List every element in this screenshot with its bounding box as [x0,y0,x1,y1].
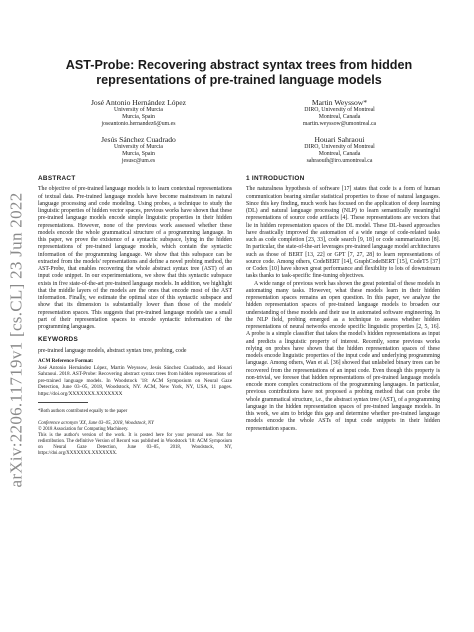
author-email: sahraouih@iro.umontreal.ca [306,158,373,165]
keywords-text: pre-trained language models, abstract syntax tree, probing, code [38,347,187,354]
author-name: Martin Weyssow* [311,98,368,107]
author-location: Murcia, Spain [122,114,155,121]
reference-format-heading: ACM Reference Format: [38,357,94,364]
author-1 [38,98,239,129]
introduction-heading: 1 INTRODUCTION [246,175,305,183]
author-3 [38,135,239,166]
version-notice: This is the author's version of the work. It is posted here for your personal use. Not for redistribution. The definitive Version of Record was published in Woodstock '18: ACM Symposium on Neural Gaze Detection, June 03–05, 2018, Woodstock, NY, https://doi.org/XXXXXXX.XXXXXXX. [38,432,232,456]
footnote-divider [38,402,88,403]
author-2 [239,98,440,129]
paper-title [38,58,440,88]
author-affiliation: University of Murcia [114,143,163,150]
abstract-heading: ABSTRACT [38,175,76,183]
author-affiliation: DIRO, University of Montreal [304,107,375,113]
reference-format-text: José Antonio Hernández López, Martin Weyssow, Jesús Sánchez Cuadrado, and Houari Sahraoui. 2018. AST-Probe: Recovering abstract syntax trees from hidden representations of pre-trained language models. In Woodstock '18: ACM Symposium on Neural Gaze Detection, June 03–05, 2018, Woodstock, NY. ACM, New York, NY, USA, 11 pages. https://doi.org/XXXXXXX.XXXXXXX [38,364,232,397]
author-name: Houari Sahraoui [314,134,365,144]
author-affiliation: University of Murcia [114,107,163,113]
author-name: Jesús Sánchez Cuadrado [101,134,176,144]
author-block [38,98,440,165]
arxiv-identifier [4,60,30,620]
author-email: martin.weyssow@umontreal.ca [302,121,377,128]
keywords-heading: KEYWORDS [38,336,79,344]
abstract-text: The objective of pre-trained language models is to learn contextual representations of textual data. Pre-trained language models have become mainstream in natural language processing and code modeling. Using probes, a technique to study the linguistic properties of hidden vector spaces, previous works have shown that these pre-trained language models encode simple linguistic properties in their hidden representations. However, none of the previous work assessed whether these models encode the whole grammatical structure of a programming language. In this paper, we prove the existence of a syntactic subspace, lying in the hidden representations of pre-trained language models, which contain the syntactic information of the programming language. We show that this subspace can be extracted from the models' representations and define a novel probing method, the AST-Probe, that enables recovering the whole abstract syntax tree (AST) of an input code snippet. In our experimentations, we show that this syntactic subspace exists in five state-of-the-art pre-trained language models. In addition, we highlight that the middle layers of the models are the ones that encode most of the AST information. Finally, we estimate the optimal size of this syntactic subspace and show that its dimension is substantially lower than those of the models' representation spaces. This suggests that pre-trained language models use a small part of their representation spaces to encode syntactic information of the programming languages. [38,186,232,331]
introduction-paragraph-2: A wide range of previous work has shown the great potential of these models in automating many tasks. However, what these models learn in their hidden representation spaces remains an open question. In this paper, we analyze the hidden representation spaces of pre-trained language models to broaden our understanding of these models and their use in automated software engineering. In the NLP field, probing emerged as a technique to assess whether hidden representations of neural networks encode specific linguistic properties [2, 5, 16]. A probe is a simple classifier that takes the model's hidden representations as input and predicts a linguistic property of interest. Recently, some previous works relying on probes have shown that the hidden representation spaces of these models encode linguistic properties of the input code and underlying programming language. Among others, Wan et al. [36] showed that unlabeled binary trees can be recovered from the representations of an input code. Even though this property is non-trivial, we foresee that hidden representations of pre-trained language models encode more complex constructions of the programming languages. In particular, previous contributions have not proposed a probing method that can probe the whole grammatical structure, i.e., the abstract syntax tree (AST), of a programming language in the hidden representation spaces of pre-trained language models. In this work, we aim to bridge this gap and determine whether pre-trained language models encode the whole ASTs of input code snippets in their hidden representation spaces. [246,280,440,432]
introduction-paragraph-1: The naturalness hypothesis of software [17] states that code is a form of human communication bearing similar statistical properties to those of natural languages. Since this key finding, much work has focused on the application of deep learning (DL) and natural language processing (NLP) to learn semantically meaningful representations of source code artifacts [4]. These representations are vectors that lie in hidden representation spaces of the DL model. These DL-based approaches have drastically improved the automation of a wide range of code-related tasks such as code completion [23, 33], code search [9, 18] or code summarization [8]. In particular, the state-of-the-art leverages pre-trained language model architectures such as those of BERT [13, 22] or GPT [7, 27, 28] to learn representations of source code. Among others, CodeBERT [14], GraphCodeBERT [15], CodeT5 [37] or Codex [10] have shown great performance and flexibility to lots of downstream tasks thanks to task-specific fine-tuning objectives. [246,186,440,280]
right-column [246,175,440,456]
author-affiliation: DIRO, University of Montreal [304,143,375,150]
footnote: *Both authors contributed equally to the paper [38,408,128,414]
title-line-1: AST-Probe: Recovering abstract syntax trees from hidden [65,58,413,72]
title-line-2: representations of pre-trained language models [96,73,382,87]
copyright-line: © 2018 Association for Computing Machinery. [38,426,129,432]
author-location: Montreal, Canada [318,150,361,157]
author-name: José Antonio Hernández López [90,98,187,107]
two-column-body [38,175,440,456]
author-4 [239,135,440,166]
author-email: joseantonio.hernandez6@um.es [101,121,176,128]
author-location: Murcia, Spain [122,150,155,157]
author-location: Montreal, Canada [318,114,361,121]
author-email: jesusc@um.es [121,158,156,165]
paper-page [38,58,440,457]
arxiv-identifier-text: arXiv:2206.11719v1 [cs.CL] 23 Jun 2022 [7,192,26,488]
left-column [38,175,232,456]
conference-line: Conference acronym 'XX, June 03–05, 2018, Woodstock, NY [38,420,154,426]
